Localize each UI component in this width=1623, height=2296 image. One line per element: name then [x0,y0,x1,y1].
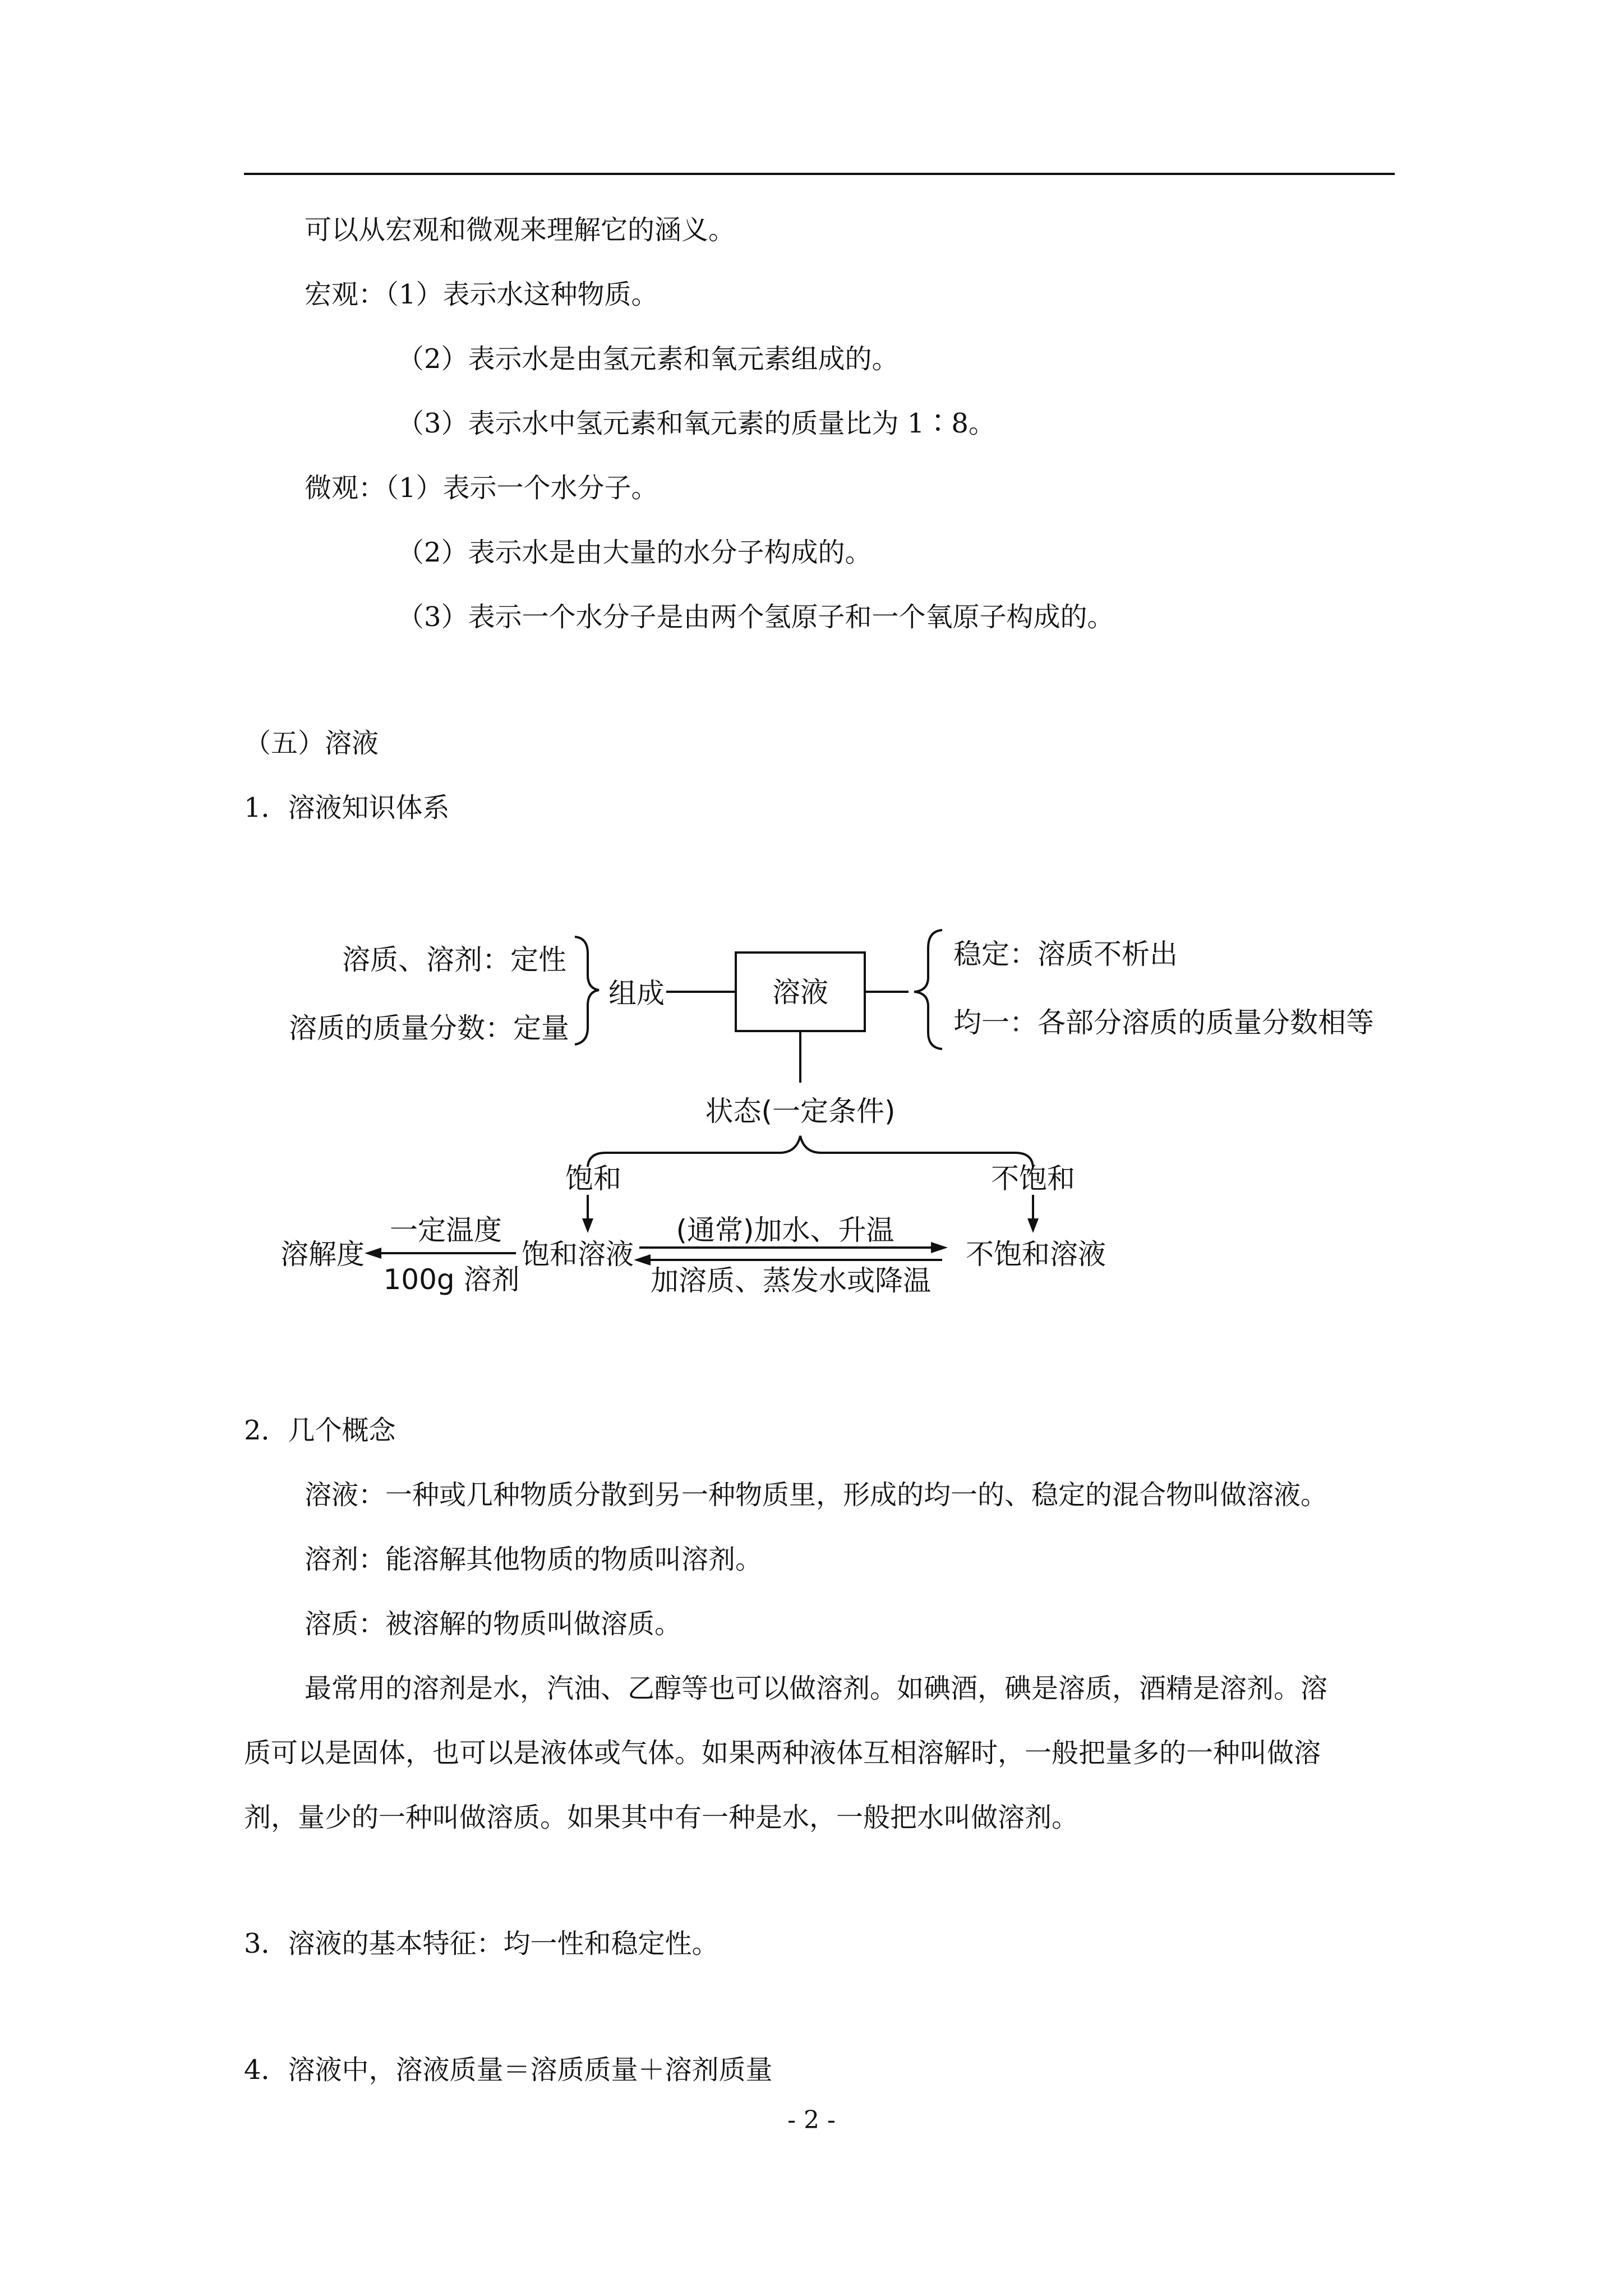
right-brace [914,930,942,1049]
subheading-3: 3．溶液的基本特征：均一性和稳定性。 [244,1928,719,1959]
micro-item-1: 微观：（1）表示一个水分子。 [305,472,658,504]
forward-condition-label: (通常)加水、升温 [676,1214,895,1246]
uniform-label: 均一：各部分溶质的质量分数相等 [953,1006,1374,1039]
left-brace [575,937,599,1045]
composition-label: 组成 [608,977,665,1010]
micro-item-3: （3）表示一个水分子是由两个氢原子和一个氧原子构成的。 [397,601,1114,633]
solution-label: 溶液 [772,976,828,1009]
unsaturated-branch-label: 不饱和 [991,1162,1075,1195]
macro-item-3: （3）表示水中氢元素和氧元素的质量比为 1∶8。 [397,408,995,439]
solute-solvent-label: 溶质、溶剂：定性 [342,944,566,976]
macro-item-2: （2）表示水是由氢元素和氧元素组成的。 [397,343,899,375]
mass-fraction-label: 溶质的质量分数：定量 [289,1012,569,1045]
stable-label: 稳定：溶质不析出 [953,938,1178,970]
saturated-solution-label: 饱和溶液 [522,1238,634,1271]
paragraph-line-1: 最常用的溶剂是水，汽油、乙醇等也可以做溶剂。如碘酒，碘是溶质，酒精是溶剂。溶 [305,1673,1328,1704]
solvent-condition-label: 100g 溶剂 [383,1263,520,1296]
paragraph-line-3: 剂，量少的一种叫做溶质。如果其中有一种是水，一般把水叫做溶剂。 [244,1802,1079,1833]
subheading-1: 1．溶液知识体系 [244,792,450,823]
state-brace [588,1136,1033,1167]
section-heading: （五）溶液 [244,728,379,759]
state-label: 状态(一定条件) [705,1095,896,1128]
temp-condition-label: 一定温度 [390,1214,502,1246]
micro-item-2: （2）表示水是由大量的水分子构成的。 [397,537,872,568]
macro-item-1: 宏观：（1）表示水这种物质。 [305,279,658,310]
paragraph-line-2: 质可以是固体，也可以是液体或气体。如果两种液体互相溶解时，一般把量多的一种叫做溶 [244,1737,1321,1769]
solubility-label: 溶解度 [280,1238,365,1271]
def-solvent: 溶剂：能溶解其他物质的物质叫溶剂。 [305,1544,763,1575]
def-solution: 溶液：一种或几种物质分散到另一种物质里，形成的均一的、稳定的混合物叫做溶液。 [305,1479,1328,1511]
subheading-2: 2．几个概念 [244,1415,396,1446]
backward-condition-label: 加溶质、蒸发水或降温 [651,1264,931,1297]
page-number: - 2 - [787,2106,836,2134]
subheading-4: 4．溶液中，溶液质量＝溶质质量＋溶剂质量 [244,2054,773,2086]
saturated-branch-label: 饱和 [565,1162,621,1195]
unsaturated-solution-label: 不饱和溶液 [966,1238,1106,1271]
intro-line: 可以从宏观和微观来理解它的涵义。 [305,214,736,246]
def-solute: 溶质：被溶解的物质叫做溶质。 [305,1608,682,1640]
